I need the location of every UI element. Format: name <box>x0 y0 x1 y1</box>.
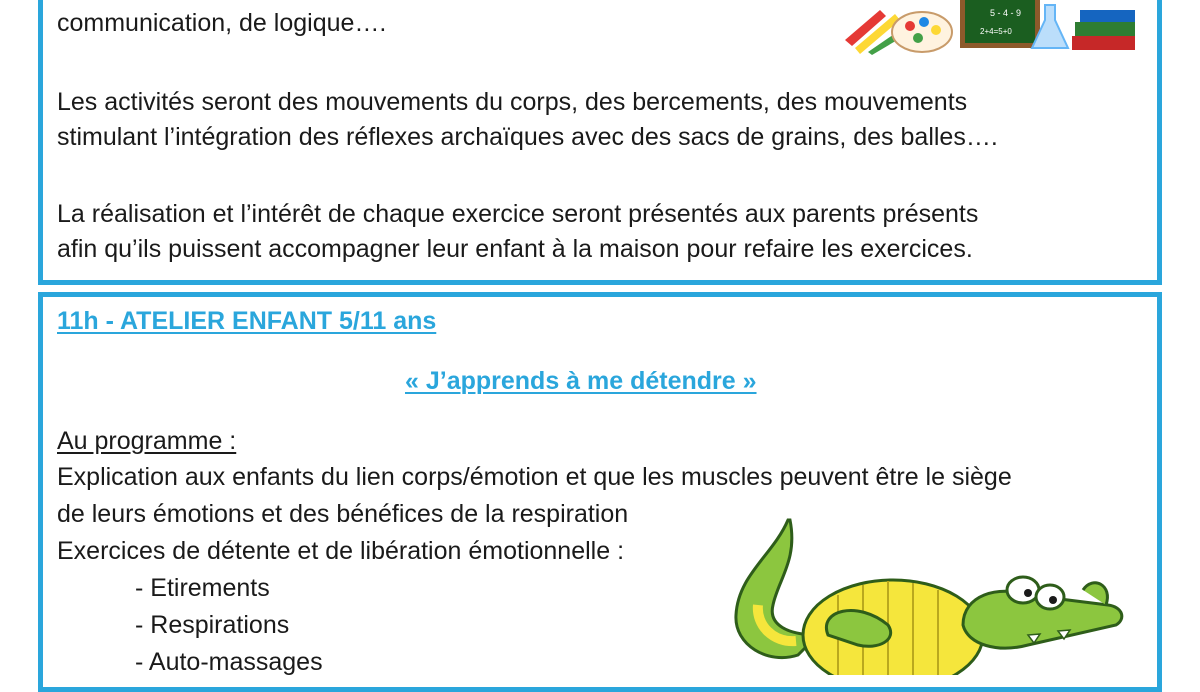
exercise-item: - Respirations <box>135 611 290 639</box>
activities-line-2: stimulant l’intégration des réflexes archaïques avec des sacs de grains, des balles…. <box>57 123 998 151</box>
chalkboard-line-1: 5 - 4 - 9 <box>990 8 1022 18</box>
school-supplies-icon <box>840 0 1135 55</box>
exercise-item: - Auto-massages <box>135 648 323 676</box>
crocodile-icon <box>728 515 1148 675</box>
description-line-1: Explication aux enfants du lien corps/émotion et que les muscles peuvent être le siège <box>57 463 1012 491</box>
parents-line-1: La réalisation et l’intérêt de chaque exercice seront présentés aux parents présents <box>57 200 979 228</box>
parents-line-2: afin qu’ils puissent accompagner leur enfant à la maison pour refaire les exercices. <box>57 235 973 263</box>
program-label: Au programme : <box>57 427 237 455</box>
chalkboard-line-2: 2+4=5+0 <box>980 27 1012 36</box>
description-line-cut: communication, de logique…. <box>57 9 387 37</box>
exercise-item: - Etirements <box>135 574 270 602</box>
workshop-subtitle: « J’apprends à me détendre » <box>405 367 757 395</box>
description-line-2: de leurs émotions et des bénéfices de la respiration <box>57 500 629 528</box>
activities-line-1: Les activités seront des mouvements du corps, des bercements, des mouvements <box>57 88 968 116</box>
exercises-intro: Exercices de détente et de libération émotionnelle : <box>57 537 625 565</box>
workshop-heading: 11h - ATELIER ENFANT 5/11 ans <box>57 307 437 335</box>
